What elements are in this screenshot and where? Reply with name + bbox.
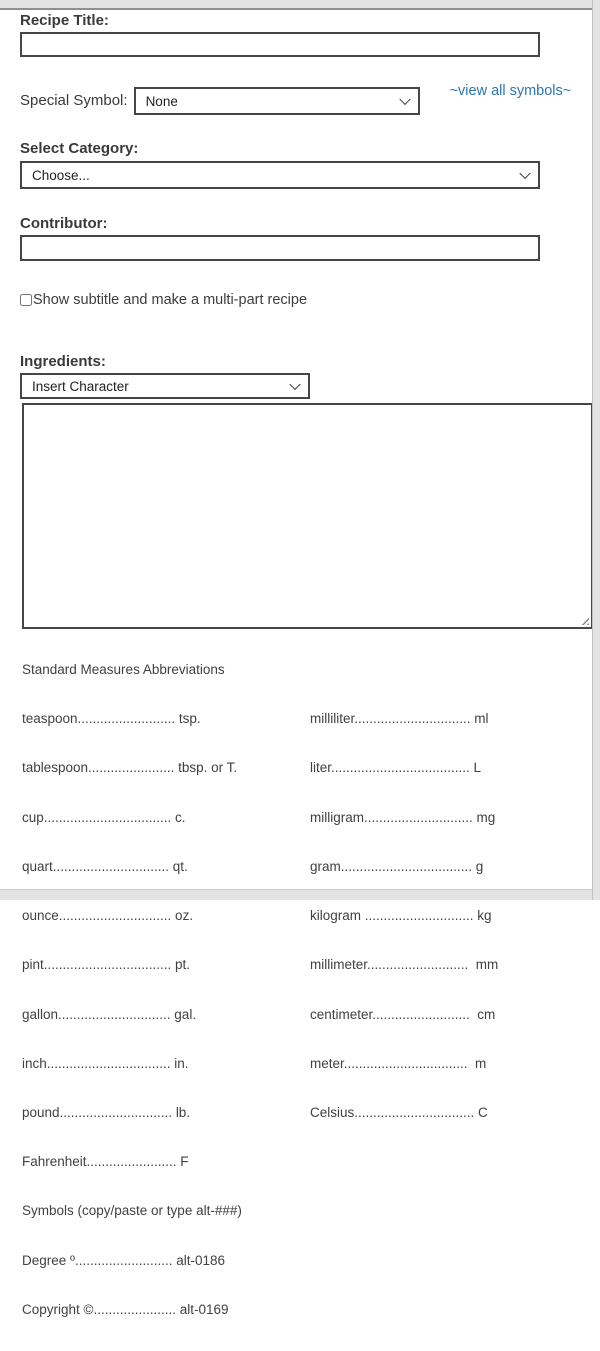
- right-frame-strip: [592, 0, 600, 900]
- abbrev-line: Fahrenheit........................ F: [22, 1154, 189, 1170]
- recipe-title-label: Recipe Title:: [20, 12, 109, 29]
- abbrev-col-left: [22, 678, 592, 1351]
- recipe-form: [0, 10, 592, 1351]
- abbrev-line: liter..................................... L: [310, 760, 482, 776]
- ingredients-textarea[interactable]: [22, 403, 593, 629]
- subtitle-checkbox-row: [20, 292, 592, 308]
- abbrev-line: centimeter.......................... cm: [310, 1006, 496, 1022]
- ingredients-label: Ingredients:: [20, 353, 106, 370]
- abbrev-line: milligram............................. mg: [310, 809, 496, 825]
- abbrev-line: Degree º.......................... alt-0186: [22, 1252, 226, 1268]
- abbrev-line: gallon.............................. gal.: [22, 1006, 197, 1022]
- abbrev-line: pint.................................. pt.: [22, 957, 191, 973]
- abbrev-line: cup.................................. c.: [22, 809, 186, 825]
- abbrev-line: inch................................. in.: [22, 1055, 189, 1071]
- subtitle-checkbox-label: Show subtitle and make a multi-part recipe: [33, 292, 308, 308]
- special-symbol-row: [20, 83, 592, 115]
- category-select-wrap: [20, 161, 540, 189]
- abbrev-line: tablespoon....................... tbsp. or T.: [22, 760, 238, 776]
- abbrev-line: Symbols (copy/paste or type alt-###): [22, 1203, 242, 1219]
- abbrev-line: quart............................... qt.: [22, 858, 188, 874]
- abbreviations-title: Standard Measures Abbreviations: [22, 662, 225, 677]
- category-select[interactable]: [20, 161, 540, 189]
- special-symbol-label: Special Symbol:: [20, 92, 128, 109]
- recipe-title-input[interactable]: [20, 32, 540, 57]
- abbrev-line: Celsius................................ C: [310, 1104, 488, 1120]
- abbrev-line: milliliter............................... ml: [310, 711, 489, 727]
- bottom-frame-strip: [0, 889, 592, 900]
- insert-character-select-wrap: [20, 373, 310, 399]
- abbrev-line: millimeter........................... mm: [310, 957, 499, 973]
- abbreviations-block: [22, 662, 592, 1351]
- contributor-input[interactable]: [20, 235, 540, 261]
- select-category-label: Select Category:: [20, 140, 139, 157]
- abbrev-line: meter................................. m: [310, 1055, 487, 1071]
- abbrev-line: ounce.............................. oz.: [22, 908, 194, 924]
- abbrev-line: Copyright ©...................... alt-0169: [22, 1301, 229, 1317]
- special-symbol-select-wrap: [134, 87, 420, 115]
- abbrev-line: gram................................... g: [310, 858, 484, 874]
- ingredients-textarea-wrap: [22, 403, 593, 629]
- subtitle-checkbox[interactable]: [20, 294, 32, 306]
- contributor-label: Contributor:: [20, 215, 108, 232]
- insert-character-select[interactable]: [20, 373, 310, 399]
- abbrev-line: kilogram ............................. kg: [310, 908, 492, 924]
- view-all-symbols-link[interactable]: ~view all symbols~: [449, 83, 572, 99]
- abbrev-line: pound.............................. lb.: [22, 1104, 191, 1120]
- top-frame-strip: [0, 0, 592, 10]
- abbrev-col-right: [310, 678, 498, 1154]
- abbrev-line: teaspoon.......................... tsp.: [22, 711, 201, 727]
- special-symbol-select[interactable]: [134, 87, 420, 115]
